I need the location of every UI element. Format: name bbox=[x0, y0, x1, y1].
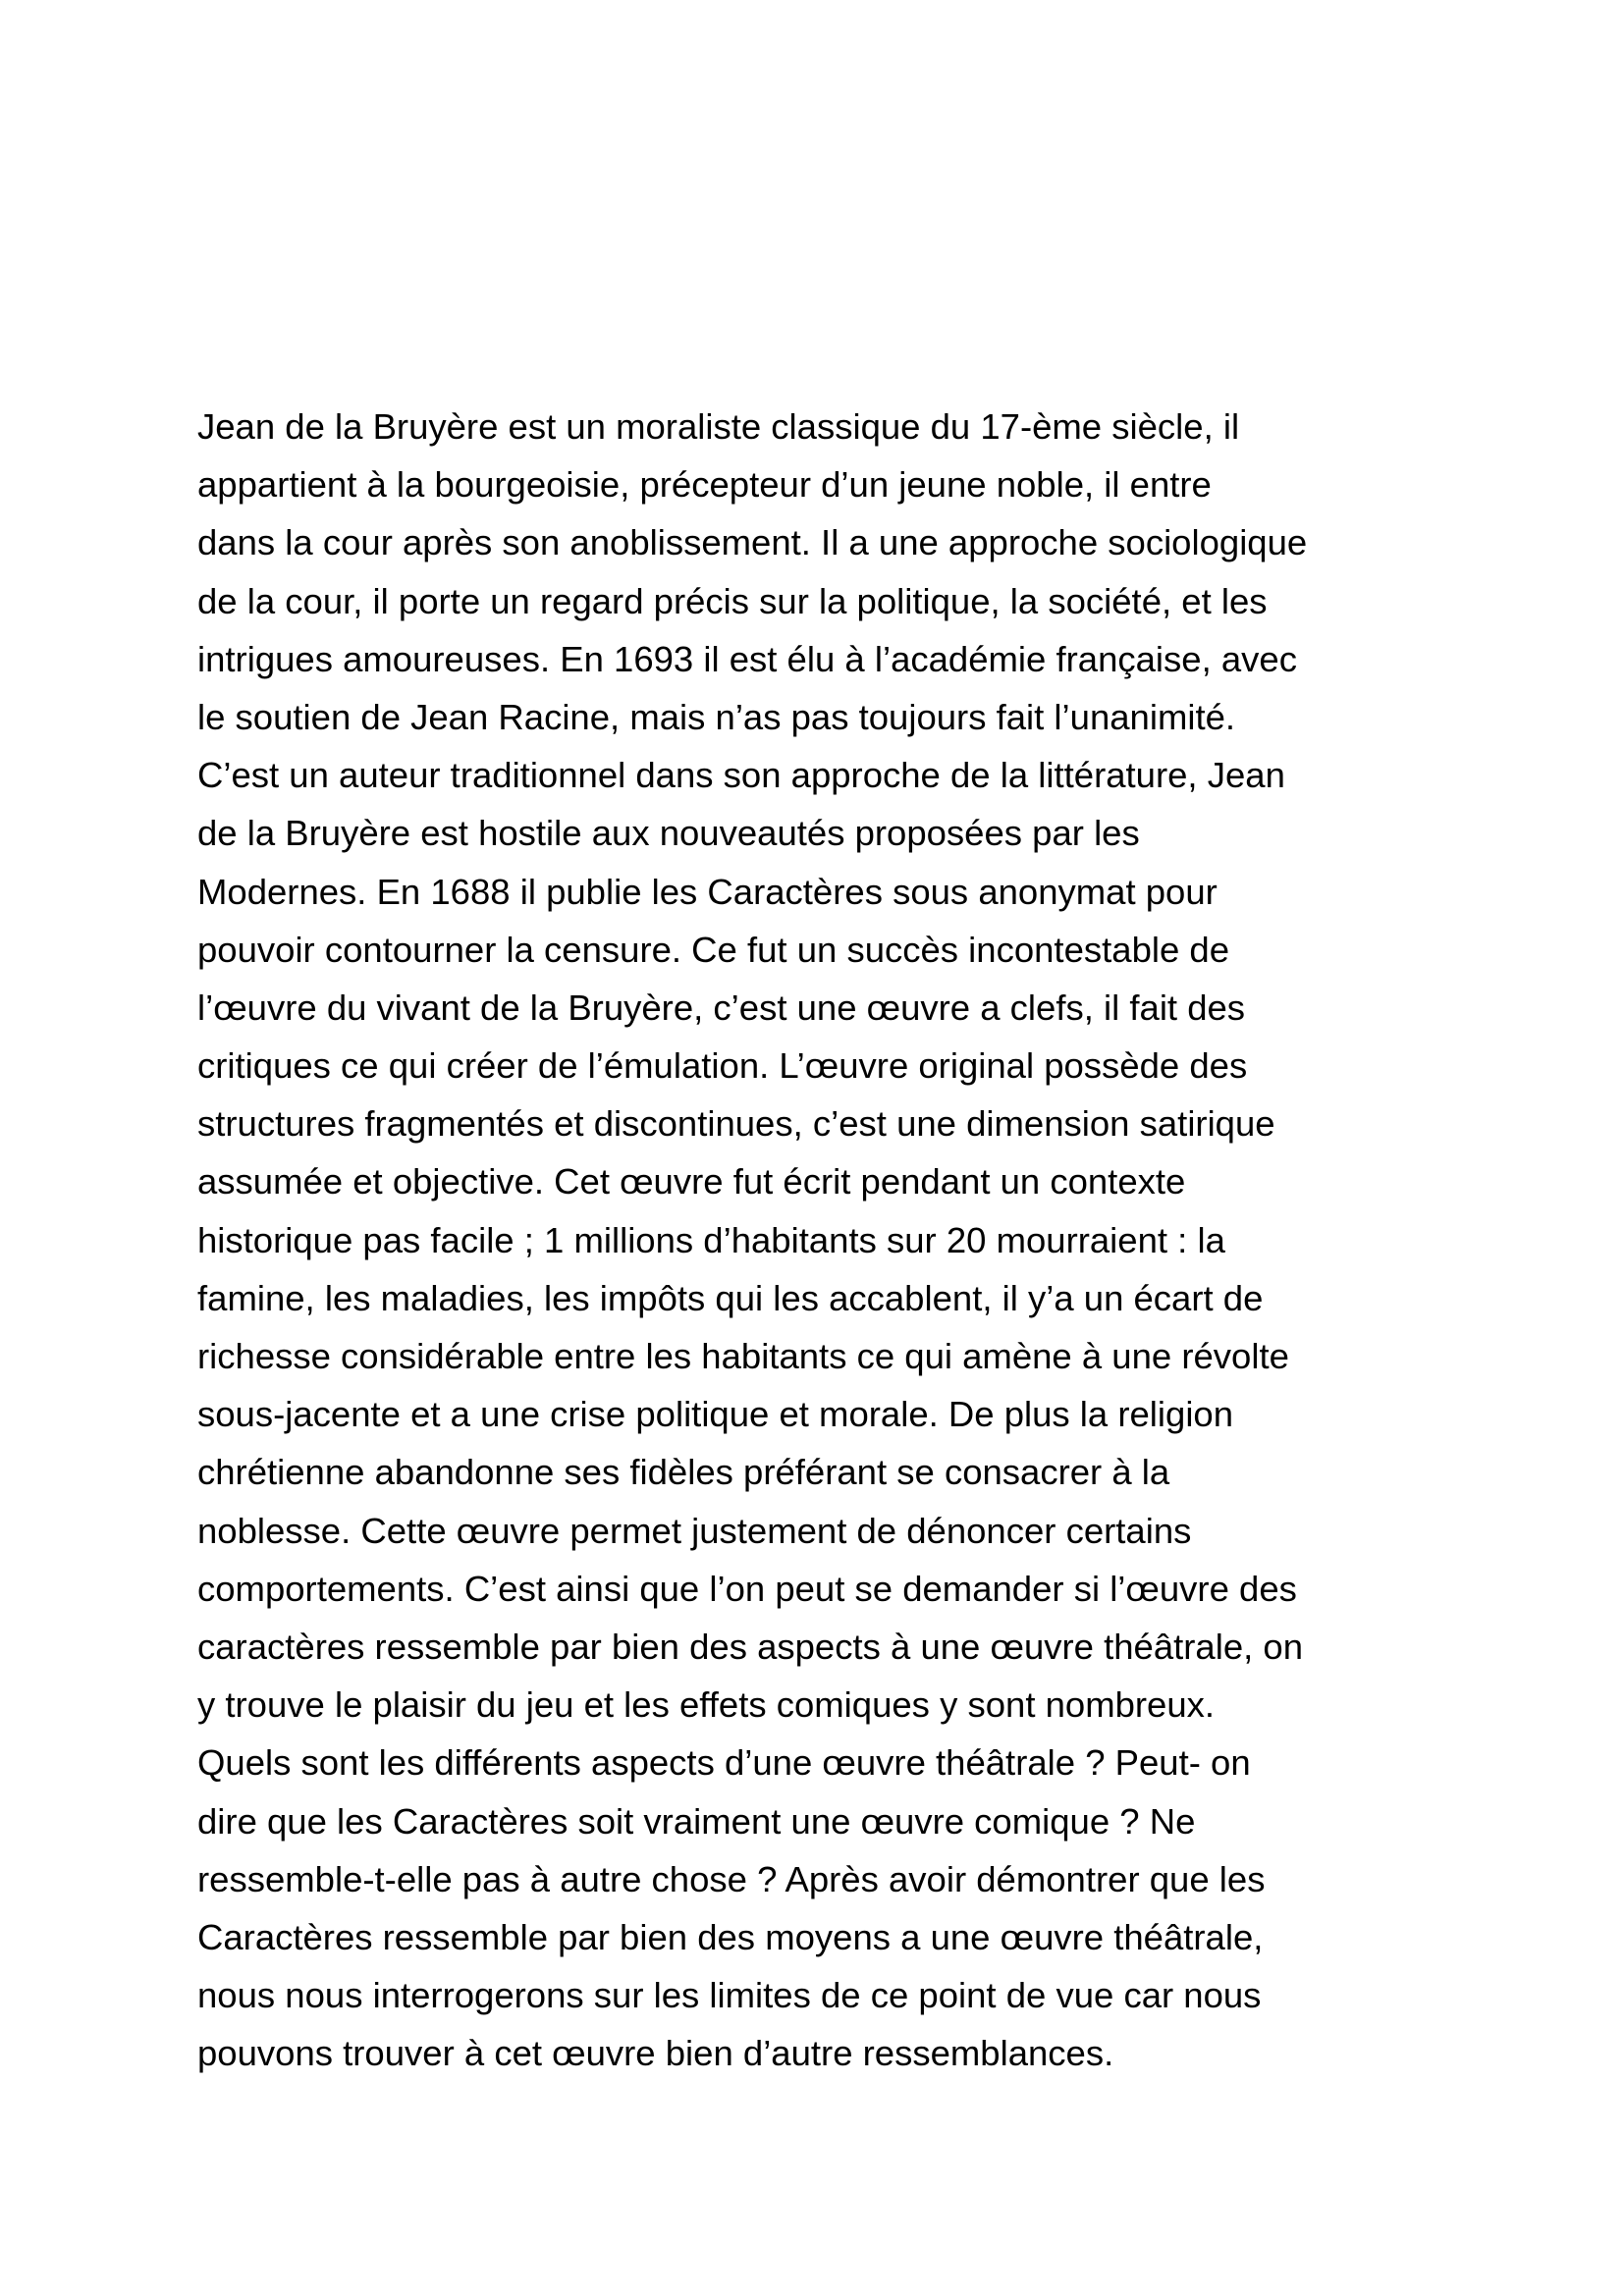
paragraph-line: nous nous interrogerons sur les limites de ce point de vue car nous bbox=[197, 1975, 1262, 2016]
paragraph-line: chrétienne abandonne ses fidèles préférant se consacrer à la bbox=[197, 1452, 1170, 1493]
paragraph-line: critiques ce qui créer de l’émulation. L’œuvre original possède des bbox=[197, 1045, 1248, 1087]
paragraph-line: sous-jacente et a une crise politique et morale. De plus la religion bbox=[197, 1394, 1234, 1435]
paragraph-line: appartient à la bourgeoisie, précepteur d’un jeune noble, il entre bbox=[197, 464, 1212, 506]
paragraph-line: Caractères ressemble par bien des moyens a une œuvre théâtrale, bbox=[197, 1916, 1264, 1957]
paragraph-line: y trouve le plaisir du jeu et les effets comiques y sont nombreux. bbox=[197, 1684, 1216, 1726]
paragraph-line: de la cour, il porte un regard précis sur la politique, la société, et les bbox=[197, 580, 1268, 621]
paragraph-line: l’œuvre du vivant de la Bruyère, c’est une œuvre a clefs, il fait des bbox=[197, 987, 1246, 1028]
paragraph-line: comportements. C’est ainsi que l’on peut se demander si l’œuvre des bbox=[197, 1568, 1297, 1609]
paragraph-line: de la Bruyère est hostile aux nouveautés proposées par les bbox=[197, 813, 1140, 854]
body-paragraph bbox=[197, 398, 1474, 2082]
paragraph-line: dans la cour après son anoblissement. Il a une approche sociologique bbox=[197, 522, 1308, 563]
paragraph-line: pouvons trouver à cet œuvre bien d’autre ressemblances. bbox=[197, 2033, 1114, 2074]
paragraph-line: Quels sont les différents aspects d’une œuvre théâtrale ? Peut- on bbox=[197, 1742, 1251, 1784]
paragraph-line: intrigues amoureuses. En 1693 il est élu à l’académie française, avec bbox=[197, 638, 1297, 679]
paragraph-line: assumée et objective. Cet œuvre fut écrit pendant un contexte bbox=[197, 1161, 1186, 1202]
paragraph-line: richesse considérable entre les habitants ce qui amène à une révolte bbox=[197, 1336, 1289, 1376]
paragraph-line: Modernes. En 1688 il publie les Caractères sous anonymat pour bbox=[197, 871, 1218, 912]
paragraph-line: ressemble-t-elle pas à autre chose ? Après avoir démontrer que les bbox=[197, 1858, 1266, 1899]
paragraph-line: pouvoir contourner la censure. Ce fut un succès incontestable de bbox=[197, 929, 1230, 970]
paragraph-line: famine, les maladies, les impôts qui les accablent, il y’a un écart de bbox=[197, 1277, 1264, 1318]
paragraph-line: caractères ressemble par bien des aspects à une œuvre théâtrale, on bbox=[197, 1626, 1304, 1667]
paragraph-line: Jean de la Bruyère est un moraliste classique du 17-ème siècle, il bbox=[197, 406, 1240, 447]
paragraph-line: historique pas facile ; 1 millions d’habitants sur 20 mourraient : la bbox=[197, 1219, 1225, 1260]
paragraph-line: noblesse. Cette œuvre permet justement de dénoncer certains bbox=[197, 1510, 1192, 1551]
paragraph-line: structures fragmentés et discontinues, c’est une dimension satirique bbox=[197, 1103, 1275, 1145]
paragraph-line: C’est un auteur traditionnel dans son approche de la littérature, Jean bbox=[197, 755, 1285, 796]
paragraph-line: le soutien de Jean Racine, mais n’as pas toujours fait l’unanimité. bbox=[197, 696, 1236, 737]
paragraph-line: dire que les Caractères soit vraiment une œuvre comique ? Ne bbox=[197, 1800, 1196, 1842]
